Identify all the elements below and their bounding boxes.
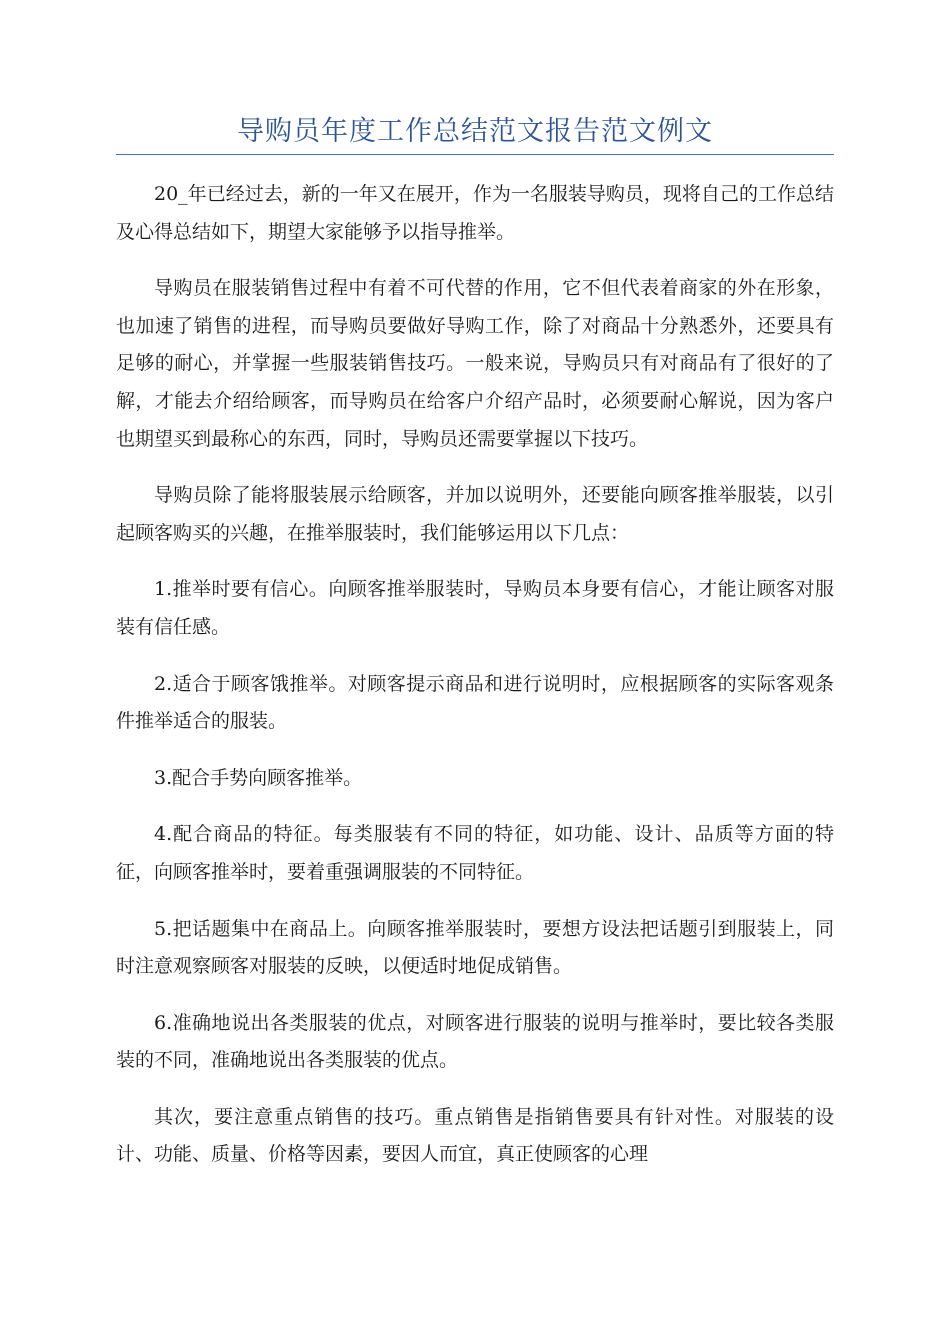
paragraph-intro: 20_年已经过去，新的一年又在展开，作为一名服装导购员，现将自己的工作总结及心得总结如下，期望大家能够予以指导推举。	[116, 183, 834, 243]
list-item-6: 6.准确地说出各类服装的优点，对顾客进行服装的说明与推举时，要比较各类服装的不同，准确地说出各类服装的优点。	[116, 1011, 834, 1072]
paragraph-role: 导购员在服装销售过程中有着不可代替的作用，它不但代表着商家的外在形象，也加速了销售的进程，而导购员要做好导购工作，除了对商品十分熟悉外，还要具有足够的耐心，并掌握一些服装销售技巧。一般来说，导购员只有对商品有了很好的了解，才能去介绍给顾客，而导购员在给客户介绍产品时，必须要耐心解说，因为客户也期望买到最称心的东西，同时，导购员还需要掌握以下技巧。	[116, 277, 834, 450]
list-item-1: 1.推举时要有信心。向顾客推举服装时，导购员本身要有信心，才能让顾客对服装有信任感。	[116, 578, 834, 638]
document-body	[116, 176, 834, 1193]
list-item-3: 3.配合手势向顾客推举。	[154, 766, 363, 789]
list-item-5: 5.把话题集中在商品上。向顾客推举服装时，要想方设法把话题引到服装上，同时注意观察顾客对服装的反映，以便适时地促成销售。	[116, 917, 834, 978]
list-item-2: 2.适合于顾客饿推举。对顾客提示商品和进行说明时，应根据顾客的实际客观条件推举适合的服装。	[116, 672, 834, 733]
paragraph-focus-sales: 其次，要注意重点销售的技巧。重点销售是指销售要具有针对性。对服装的设计、功能、质量、价格等因素，要因人而宜，真正使顾客的心理	[116, 1105, 834, 1166]
title-underline	[116, 154, 834, 155]
list-item-4: 4.配合商品的特征。每类服装有不同的特征，如功能、设计、品质等方面的特征，向顾客推举时，要着重强调服装的不同特征。	[116, 823, 834, 883]
paragraph-recommend: 导购员除了能将服装展示给顾客，并加以说明外，还要能向顾客推举服装，以引起顾客购买的兴趣，在推举服装时，我们能够运用以下几点：	[116, 484, 834, 544]
document-title: 导购员年度工作总结范文报告范文例文	[237, 116, 713, 147]
